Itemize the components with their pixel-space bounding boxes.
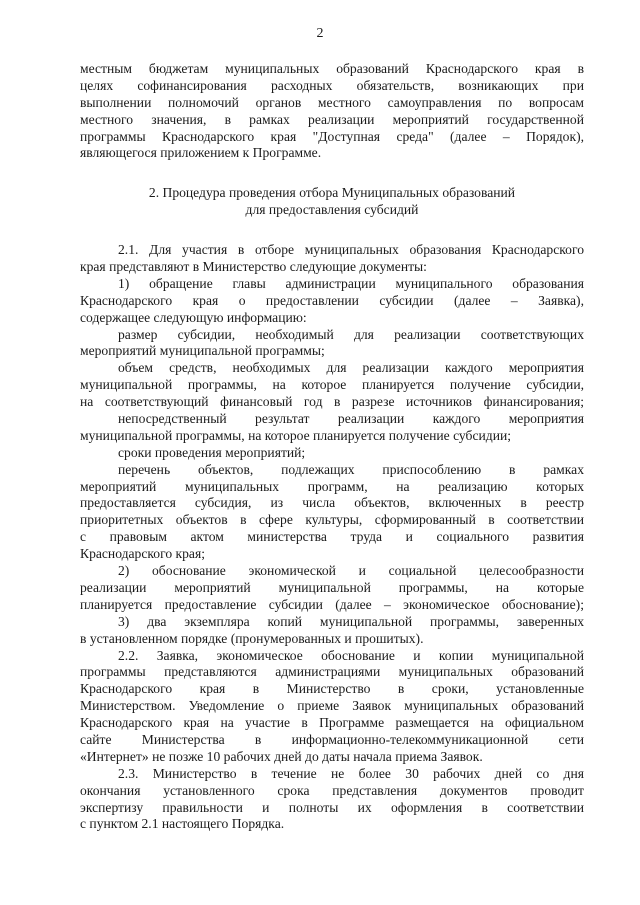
intro-paragraph xyxy=(80,61,584,162)
text-line: сайте Министерства в информационно-телекоммуникационной сети xyxy=(80,731,584,747)
text-line: в установленном порядке (пронумерованных и прошитых). xyxy=(80,630,424,646)
text-line: Министерством. Уведомление о приеме Заявок муниципальных образований xyxy=(80,698,584,714)
text-line: 1) обращение главы администрации муниципального образования xyxy=(118,275,584,291)
text-line: с пунктом 2.1 настоящего Порядка. xyxy=(80,816,285,832)
section-heading-line: 2. Процедура проведения отбора Муниципальных образований xyxy=(148,185,516,201)
text-line: 2.3. Министерство в течение не более 30 рабочих дней со дня xyxy=(118,765,584,781)
text-line: с правовым актом министерства труда и социального развития xyxy=(80,529,584,545)
text-line: «Интернет» не позже 10 рабочих дней до даты начала приема Заявок. xyxy=(80,748,483,764)
section-body xyxy=(80,242,584,833)
text-line: 2) обоснование экономической и социальной целесообразности xyxy=(118,563,584,579)
text-line: 2.1. Для участия в отборе муниципальных образования Краснодарского xyxy=(118,242,584,258)
text-line: мероприятий муниципальных программ, на реализацию которых xyxy=(80,478,584,494)
document-body xyxy=(80,61,584,833)
section-heading-line: для предоставления субсидий xyxy=(245,202,419,218)
text-line: Краснодарского края в Министерство в сроки, установленные xyxy=(80,681,584,697)
text-line: края представляют в Министерство следующие документы: xyxy=(80,259,427,275)
text-line: целях софинансирования расходных обязательств, возникающих при xyxy=(80,77,584,93)
text-line: муниципальной программы, на которое планируется получение субсидии; xyxy=(80,427,512,443)
text-line: на соответствующий финансовый год в разрезе источников финансирования; xyxy=(80,394,584,410)
text-line: приоритетных объектов в сфере культуры, сформированный в соответствии xyxy=(80,512,584,528)
text-line: Краснодарского края на участие в Программе размещается на официальном xyxy=(80,715,584,731)
section-heading xyxy=(80,184,584,218)
text-line: мероприятий муниципальной программы; xyxy=(80,343,325,359)
text-line: перечень объектов, подлежащих приспособлению в рамках xyxy=(118,461,584,477)
text-line: программы Краснодарского края "Доступная среда" (далее – Порядок), xyxy=(80,128,584,144)
page-number: 2 xyxy=(316,26,324,41)
text-line: содержащее следующую информацию: xyxy=(80,309,307,325)
text-line: объем средств, необходимых для реализации каждого мероприятия xyxy=(118,360,584,376)
text-line: являющегося приложением к Программе. xyxy=(80,145,322,161)
text-line: 3) два экземпляра копий муниципальной программы, заверенных xyxy=(118,613,584,629)
text-line: реализации мероприятий муниципальной программы, на которые xyxy=(80,579,584,595)
text-line: местным бюджетам муниципальных образований Краснодарского края в xyxy=(80,61,584,76)
text-line: Краснодарского края; xyxy=(80,546,205,562)
text-line: экспертизу правильности и полноты их оформления в соответствии xyxy=(80,799,584,815)
text-line: предоставляется субсидия, из числа объектов, включенных в реестр xyxy=(80,495,584,511)
text-line: сроки проведения мероприятий; xyxy=(118,444,306,460)
text-line: выполнении полномочий органов местного самоуправления по вопросам xyxy=(80,94,584,110)
text-line: программы представляются администрациями муниципальных образований xyxy=(80,664,584,680)
text-line: местного значения, в рамках реализации мероприятий государственной xyxy=(80,111,584,127)
text-line: планируется предоставление субсидии (далее – экономическое обоснование); xyxy=(80,596,584,612)
text-line: 2.2. Заявка, экономическое обоснование и копии муниципальной xyxy=(118,647,584,663)
text-line: Краснодарского края о предоставлении субсидии (далее – Заявка), xyxy=(80,292,584,308)
text-line: размер субсидии, необходимый для реализации соответствующих xyxy=(118,326,584,342)
text-line: окончания установленного срока представления документов проводит xyxy=(80,782,584,798)
text-line: муниципальной программы, на которое планируется получение субсидии, xyxy=(80,377,584,393)
text-line: непосредственный результат реализации каждого мероприятия xyxy=(118,411,584,427)
